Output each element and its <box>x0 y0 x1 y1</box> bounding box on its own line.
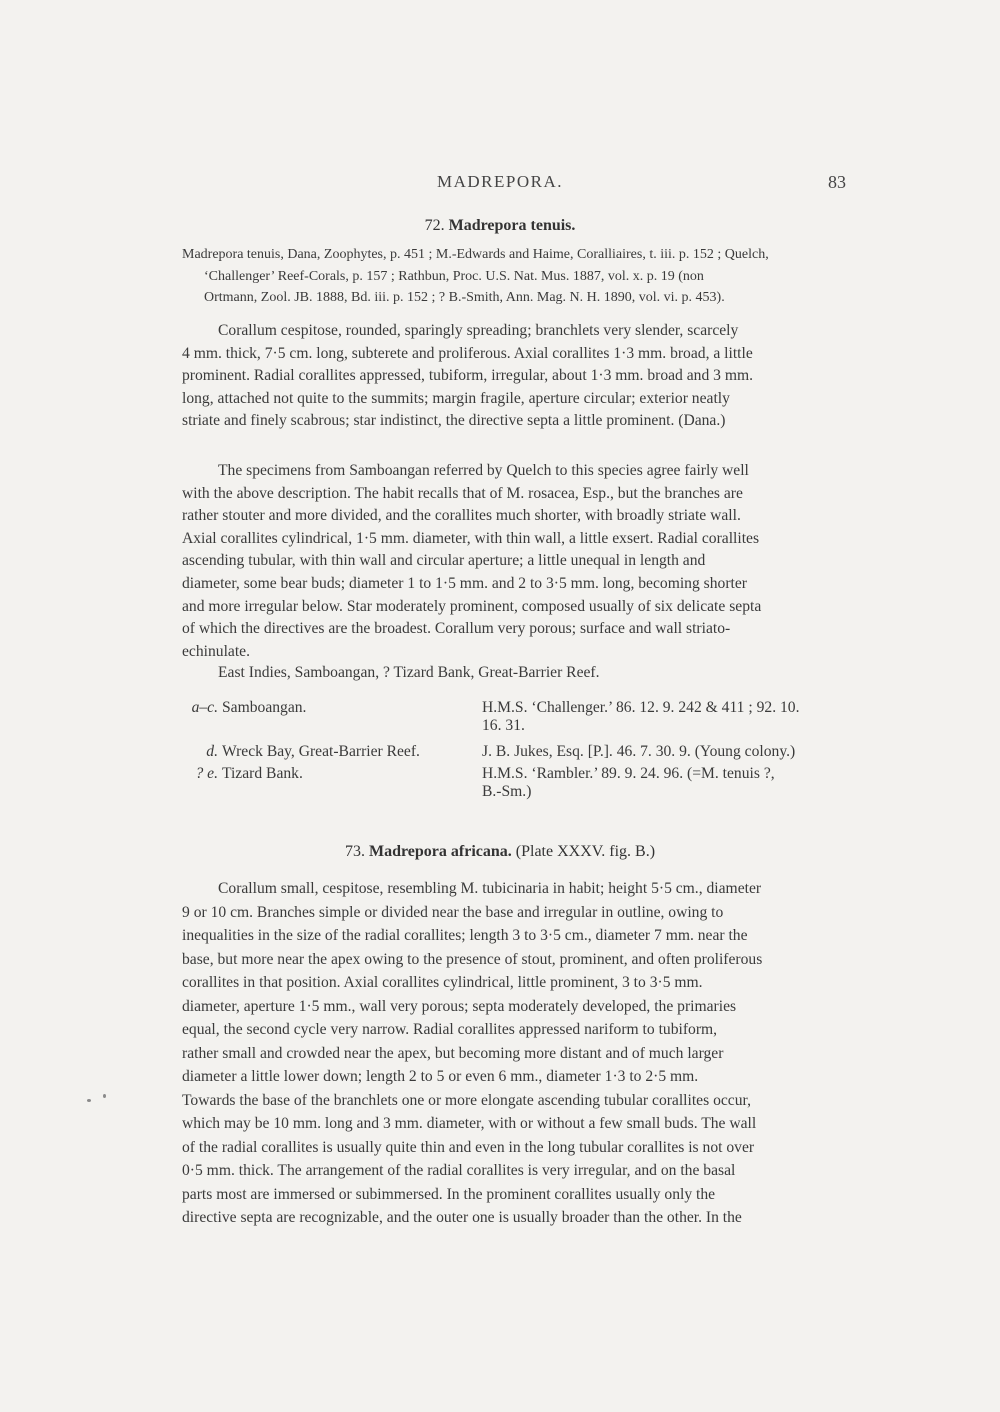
specimen-label: d. <box>206 743 218 760</box>
specimen-source-line: H.M.S. ‘Rambler.’ 89. 9. 24. 96. (=M. tenuis ?, <box>482 765 775 782</box>
description-line: diameter a little lower down; length 2 to 5 or even 6 mm., diameter 1·3 to 2·5 mm. <box>182 1068 699 1085</box>
specimen-locality: Wreck Bay, Great-Barrier Reef. <box>222 743 420 760</box>
remarks-line: Axial corallites cylindrical, 1·5 mm. diameter, with thin wall, a little exsert. Radial corallites <box>182 529 760 547</box>
description-line: Corallum small, cespitose, resembling M. tubicinaria in habit; height 5·5 cm., diameter <box>218 880 762 897</box>
specimen-source: J. B. Jukes, Esq. [P.]. 46. 7. 30. 9. (Young colony.) <box>482 743 796 760</box>
species-name: Madrepora africana. <box>368 843 512 860</box>
specimen-row <box>182 743 882 765</box>
description-line: 0·5 mm. thick. The arrangement of the radial corallites is very irregular, and on the basal <box>182 1162 736 1179</box>
description-line: Towards the base of the branchlets one or more elongate ascending tubular corallites occur, <box>182 1091 751 1109</box>
running-head <box>0 172 1000 196</box>
species-name: Madrepora tenuis. <box>448 217 576 234</box>
description-line: parts most are immersed or subimmersed. In the prominent corallites usually only the <box>182 1185 716 1203</box>
description-line: diameter, aperture 1·5 mm., wall very porous; septa moderately developed, the primaries <box>182 997 737 1015</box>
remarks-line: and more irregular below. Star moderately prominent, composed usually of six delicate septa <box>182 597 762 615</box>
species-73-heading <box>0 843 1000 861</box>
description-line: 4 mm. thick, 7·5 cm. long, subterete and proliferous. Axial corallites 1·3 mm. broad, a little <box>182 344 753 362</box>
specimen-label: ? e. <box>195 765 218 782</box>
description-line: long, attached not quite to the summits; margin fragile, aperture circular; exterior neatly <box>182 389 730 407</box>
specimen-source <box>482 699 880 735</box>
running-title: MADREPORA. <box>437 172 563 191</box>
species-number: 72. <box>424 217 445 234</box>
specimen-source-line: H.M.S. ‘Challenger.’ 86. 12. 9. 242 & 411 ; 92. 10. <box>482 699 800 716</box>
species-72-remarks <box>182 460 880 663</box>
specimen-row <box>182 765 882 809</box>
specimen-label: a–c. <box>191 699 218 716</box>
description-line: prominent. Radial corallites appressed, tubiform, irregular, about 1·3 mm. broad and 3 mm. <box>182 367 753 385</box>
ink-speck <box>103 1094 106 1098</box>
page-number: 83 <box>828 172 846 192</box>
specimen-source-line: B.-Sm.) <box>482 783 532 800</box>
description-line: corallites in that position. Axial corallites cylindrical, little prominent, 3 to 3·5 mm. <box>182 974 703 991</box>
species-number: 73. <box>344 843 365 860</box>
ink-speck <box>87 1099 91 1102</box>
remarks-line: rather stouter and more divided, and the corallites much shorter, with broadly striate wall. <box>182 507 741 525</box>
species-72-heading <box>0 217 1000 235</box>
specimen-locality: Tizard Bank. <box>222 765 303 782</box>
remarks-line: ascending tubular, with thin wall and circular aperture; a little unequal in length and <box>182 552 706 570</box>
specimen-list <box>182 699 882 809</box>
species-73-description <box>182 877 880 1230</box>
remarks-line: with the above description. The habit recalls that of M. rosacea, Esp., but the branches are <box>182 484 743 502</box>
remarks-line: The specimens from Samboangan referred by Quelch to this species agree fairly well <box>218 462 749 479</box>
description-line: of the radial corallites is usually quite thin and even in the long tubular corallites is not over <box>182 1138 755 1156</box>
synonymy-block <box>182 244 882 309</box>
remarks-line: diameter, some bear buds; diameter 1 to 1·5 mm. and 2 to 3·5 mm. long, becoming shorter <box>182 574 747 592</box>
remarks-line: of which the directives are the broadest. Corallum very porous; surface and wall striato- <box>182 620 731 638</box>
specimen-source <box>482 765 880 801</box>
synonymy-line: Madrepora tenuis, Dana, Zoophytes, p. 451 ; M.-Edwards and Haime, Coralliaires, t. iii. p. 152 ; Quelch, <box>182 247 769 262</box>
description-line: inequalities in the size of the radial corallites; length 3 to 3·5 cm., diameter 7 mm. near the <box>182 927 748 944</box>
species-72-description <box>182 320 880 433</box>
specimen-locality: Samboangan. <box>222 699 307 716</box>
synonymy-line: Ortmann, Zool. JB. 1888, Bd. iii. p. 152 ; ? B.-Smith, Ann. Mag. N. H. 1890, vol. vi. p. 453). <box>204 290 725 305</box>
specimen-row <box>182 699 882 743</box>
remarks-line: echinulate. <box>182 642 250 660</box>
specimen-source-line: 16. 31. <box>482 717 525 734</box>
localities-line: East Indies, Samboangan, ? Tizard Bank, Great-Barrier Reef. <box>218 664 600 681</box>
description-line: rather small and crowded near the apex, but becoming more distant and of much larger <box>182 1044 724 1062</box>
plate-reference: (Plate XXXV. fig. B.) <box>515 843 656 860</box>
description-line: Corallum cespitose, rounded, sparingly spreading; branchlets very slender, scarcely <box>218 322 739 339</box>
description-line: striate and finely scabrous; star indistinct, the directive septa a little prominent. (Dana.) <box>182 412 726 430</box>
description-line: which may be 10 mm. long and 3 mm. diameter, with or without a few small buds. The wall <box>182 1115 757 1132</box>
synonymy-line: ‘Challenger’ Reef-Corals, p. 157 ; Rathbun, Proc. U.S. Nat. Mus. 1887, vol. x. p. 19 (non <box>204 268 704 284</box>
description-line: base, but more near the apex owing to the presence of stout, prominent, and often proliferous <box>182 950 763 968</box>
description-line: 9 or 10 cm. Branches simple or divided near the base and irregular in outline, owing to <box>182 903 724 921</box>
description-line: directive septa are recognizable, and the outer one is usually broader than the other. In the <box>182 1209 742 1226</box>
description-line: equal, the second cycle very narrow. Radial corallites appressed nariform to tubiform, <box>182 1021 718 1038</box>
